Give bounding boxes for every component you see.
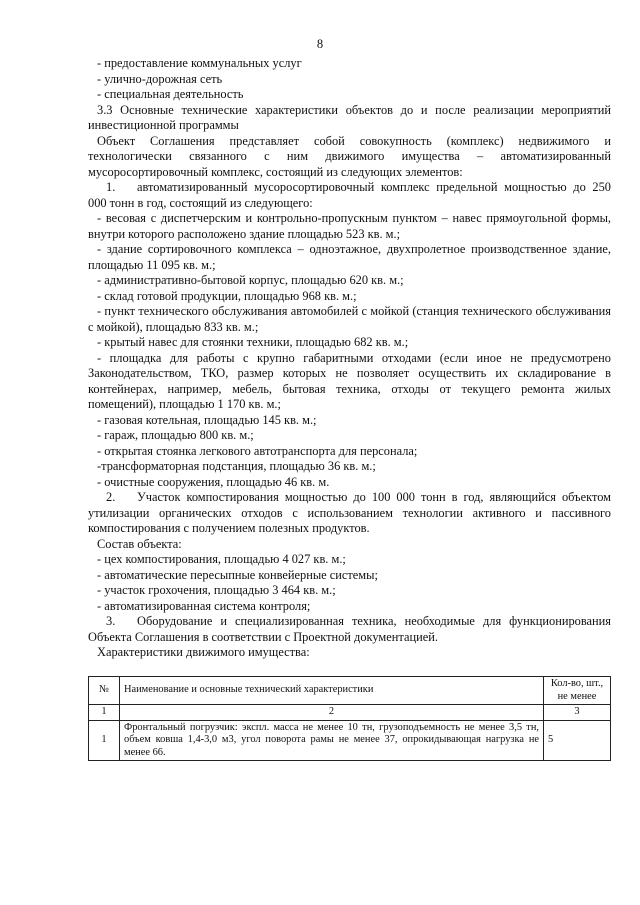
paragraph bbox=[88, 289, 611, 305]
paragraph-text: 3.3 Основные технические характеристики объектов до и после реализации мероприятий инвестиционной программы bbox=[88, 102, 611, 132]
paragraph-text: - улично-дорожная сеть bbox=[97, 71, 223, 86]
subheader-2: 2 bbox=[120, 705, 544, 721]
paragraph bbox=[88, 552, 611, 568]
paragraph-text: - специальная деятельность bbox=[97, 87, 244, 101]
document-body bbox=[88, 56, 611, 661]
paragraph bbox=[88, 351, 611, 413]
table-row bbox=[89, 720, 611, 761]
paragraph bbox=[88, 645, 611, 661]
row-number: 1 bbox=[89, 720, 120, 761]
paragraph-text: - гараж, площадью 800 кв. м.; bbox=[97, 428, 254, 442]
paragraph bbox=[88, 583, 611, 599]
paragraph bbox=[88, 413, 611, 429]
paragraph-text: Оборудование и специализированная техника, необходимые для функционирования Объекта Соглашения в соответствии с Проектной документацией. bbox=[88, 614, 611, 644]
paragraph-text: - очистные сооружения, площадью 46 кв. м. bbox=[97, 474, 330, 489]
paragraph-text: Характеристики движимого имущества: bbox=[97, 645, 310, 659]
paragraph-text: - весовая с диспетчерским и контрольно-пропускным пунктом – навес прямоугольной формы, внутри которого расположено здание площадью 523 кв. м.; bbox=[88, 211, 611, 241]
paragraph bbox=[88, 459, 611, 475]
paragraph-text: автоматизированный мусоросортировочный комплекс предельной мощностью до 250 000 тонн в год, состоящий из следующего: bbox=[88, 180, 611, 210]
paragraph-text: Состав объекта: bbox=[97, 536, 182, 551]
paragraph-text: - административно-бытовой корпус, площадью 620 кв. м.; bbox=[97, 273, 404, 287]
paragraph bbox=[88, 614, 611, 645]
table-header-row bbox=[89, 677, 611, 705]
subheader-3: 3 bbox=[544, 705, 611, 721]
paragraph bbox=[88, 599, 611, 615]
column-header-number: № bbox=[89, 677, 120, 705]
paragraph bbox=[88, 304, 611, 335]
paragraph bbox=[88, 180, 611, 211]
paragraph-text: - крытый навес для стоянки техники, площадью 682 кв. м.; bbox=[97, 335, 409, 349]
paragraph-text: - участок грохочения, площадью 3 464 кв. м.; bbox=[97, 583, 336, 597]
paragraph-text: Участок компостирования мощностью до 100 000 тонн в год, являющийся объектом утилизации органических отходов с использованием технологии активного и пассивного компостирования с получением полезных продуктов. bbox=[88, 490, 611, 535]
paragraph bbox=[88, 72, 611, 88]
row-quantity: 5 bbox=[544, 720, 611, 761]
list-number: 2. bbox=[106, 490, 116, 504]
table-subheader-row bbox=[89, 705, 611, 721]
paragraph bbox=[88, 475, 611, 491]
paragraph-text: - склад готовой продукции, площадью 968 кв. м.; bbox=[97, 288, 357, 303]
paragraph bbox=[88, 211, 611, 242]
paragraph-text: - здание сортировочного комплекса – одноэтажное, двухпролетное производственное здание, площадью 11 095 кв. м.; bbox=[88, 242, 611, 272]
paragraph bbox=[88, 537, 611, 553]
paragraph bbox=[88, 335, 611, 351]
paragraph-text: - предоставление коммунальных услуг bbox=[97, 56, 302, 70]
paragraph-text: - автоматизированная система контроля; bbox=[97, 598, 311, 613]
paragraph bbox=[88, 273, 611, 289]
list-number: 3. bbox=[106, 614, 116, 628]
paragraph-text: - открытая стоянка легкового автотранспорта для персонала; bbox=[97, 443, 418, 458]
column-header-quantity: Кол-во, шт., не менее bbox=[544, 677, 611, 705]
list-number: 1. bbox=[106, 180, 116, 194]
paragraph-text: -трансформаторная подстанция, площадью 36 кв. м.; bbox=[97, 459, 376, 473]
paragraph bbox=[88, 56, 611, 72]
paragraph bbox=[88, 134, 611, 181]
paragraph bbox=[88, 103, 611, 134]
property-table bbox=[88, 676, 611, 761]
paragraph-text: Объект Соглашения представляет собой совокупность (комплекс) недвижимого и технологически связанного с ним движимого имущества – автоматизированный мусоросортировочный комплекс, состоящий из следующих элементов: bbox=[88, 133, 611, 179]
paragraph-text: - цех компостирования, площадью 4 027 кв. м.; bbox=[97, 552, 346, 566]
column-header-name: Наименование и основные технический характеристики bbox=[120, 677, 544, 705]
subheader-1: 1 bbox=[89, 705, 120, 721]
paragraph-text: - площадка для работы с крупно габаритными отходами (если иное не предусмотрено Законодательством, ТКО, размер которых не позволяет осуществить их складирование в контейнерах, например, мебель, бытовая техника, отходы от текущего ремонта жилых помещений), площадью 1 170 кв. м.; bbox=[88, 350, 611, 411]
paragraph bbox=[88, 568, 611, 584]
paragraph-text: - автоматические пересыпные конвейерные системы; bbox=[97, 567, 378, 582]
paragraph bbox=[88, 428, 611, 444]
paragraph-text: - пункт технического обслуживания автомобилей с мойкой (станция технического обслуживания с мойкой), площадью 833 кв. м.; bbox=[88, 304, 611, 334]
paragraph bbox=[88, 242, 611, 273]
paragraph bbox=[88, 444, 611, 460]
paragraph-text: - газовая котельная, площадью 145 кв. м.; bbox=[97, 412, 317, 427]
row-description: Фронтальный погрузчик: экспл. масса не менее 10 тн, грузоподъемность не менее 3,5 тн, объем ковша 1,4-3,0 м3, угол поворота рамы не менее 37, опрокидывающая нагрузка не менее 66. bbox=[120, 720, 544, 761]
page-number: 8 bbox=[316, 37, 324, 51]
paragraph bbox=[88, 490, 611, 537]
paragraph bbox=[88, 87, 611, 103]
